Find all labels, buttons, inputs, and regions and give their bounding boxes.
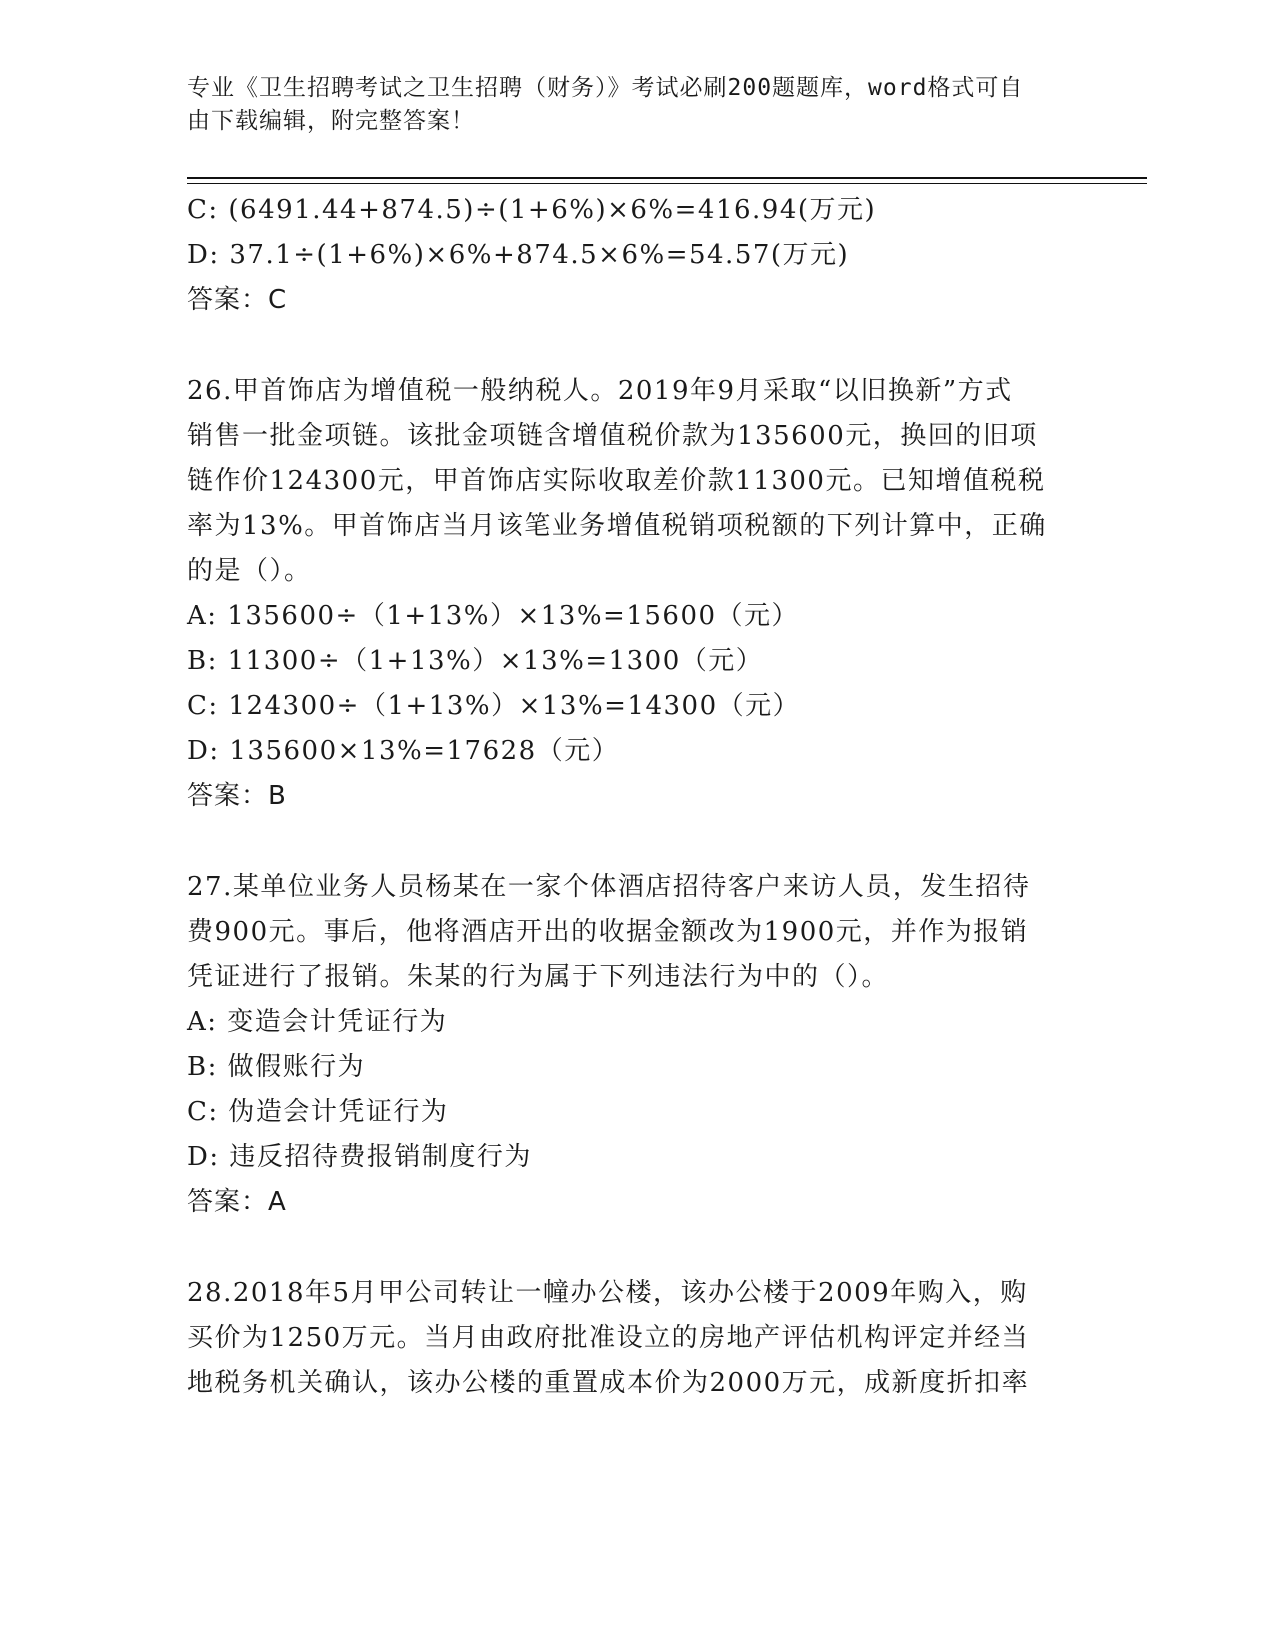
option-c: C: 124300÷（1+13%）×13%=14300（元） — [187, 691, 801, 721]
option-a: A: 135600÷（1+13%）×13%=15600（元） — [187, 601, 800, 631]
option-a: A: 变造会计凭证行为 — [187, 1007, 448, 1037]
question-text-line: 28.2018年5月甲公司转让一幢办公楼，该办公楼于2009年购入，购 — [187, 1278, 1028, 1308]
option-c: C: 伪造会计凭证行为 — [187, 1097, 449, 1127]
question-28 — [187, 1271, 1087, 1406]
answer-line: 答案：C — [187, 285, 288, 315]
question-text-line: 凭证进行了报销。朱某的行为属于下列违法行为中的（）。 — [187, 962, 890, 992]
question-text-line: 的是（）。 — [187, 556, 312, 586]
option-d: D: 135600×13%=17628（元） — [187, 736, 620, 766]
question-26 — [187, 369, 1087, 819]
question-text-line: 买价为1250万元。当月由政府批准设立的房地产评估机构评定并经当 — [187, 1323, 1030, 1353]
option-b: B: 11300÷（1+13%）×13%=1300（元） — [187, 646, 764, 676]
option-d: D: 违反招待费报销制度行为 — [187, 1142, 532, 1172]
document-header — [187, 72, 1067, 138]
question-text-line: 26.甲首饰店为增值税一般纳税人。2019年9月采取“以旧换新”方式 — [187, 376, 1013, 406]
option-c: C: (6491.44+874.5)÷(1+6%)×6%=416.94(万元) — [187, 195, 877, 225]
answer-line: 答案：A — [187, 1187, 287, 1217]
answer-line: 答案：B — [187, 781, 287, 811]
question-27 — [187, 865, 1087, 1225]
question-text-line: 费900元。事后，他将酒店开出的收据金额改为1900元，并作为报销 — [187, 917, 1029, 947]
header-line-1: 专业《卫生招聘考试之卫生招聘（财务）》考试必刷200题题库，word格式可自 — [187, 75, 1024, 101]
question-text-line: 27.某单位业务人员杨某在一家个体酒店招待客户来访人员，发生招待 — [187, 872, 1031, 902]
header-rule-thick — [187, 177, 1147, 179]
document-body — [187, 188, 1087, 1406]
question-text-line: 地税务机关确认，该办公楼的重置成本价为2000万元，成新度折扣率 — [187, 1368, 1030, 1398]
question-text-line: 销售一批金项链。该批金项链含增值税价款为135600元，换回的旧项 — [187, 421, 1038, 451]
question-text-line: 率为13%。甲首饰店当月该笔业务增值税销项税额的下列计算中，正确 — [187, 511, 1047, 541]
header-line-2: 由下载编辑，附完整答案！ — [187, 108, 475, 134]
option-b: B: 做假账行为 — [187, 1052, 366, 1082]
header-rule-thin — [187, 183, 1147, 184]
question-text-line: 链作价124300元，甲首饰店实际收取差价款11300元。已知增值税税 — [187, 466, 1046, 496]
option-d: D: 37.1÷(1+6%)×6%+874.5×6%=54.57(万元) — [187, 240, 850, 270]
